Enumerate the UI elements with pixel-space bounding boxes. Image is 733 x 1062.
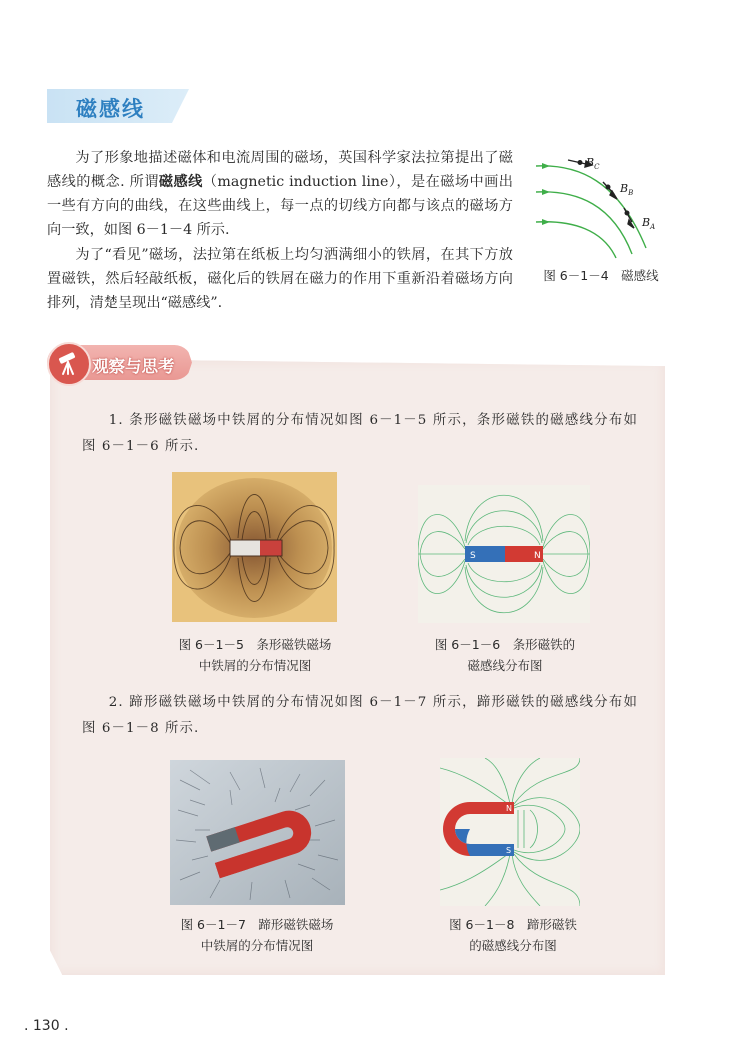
figure-616-caption: 图 6－1－6 条形磁铁的 磁感线分布图 [434,637,576,673]
para1-text-a: 为了形象地描述磁体和电流周围的磁场，英国科学家法拉第提出了磁感线的概念. 所谓 [47,150,513,190]
horseshoe-s-label: S [506,846,512,855]
telescope-icon [53,348,83,378]
section-heading: 磁感线 [76,97,145,121]
horseshoe-magnet-filings-photo [170,760,345,905]
field-line-3 [536,222,616,258]
point-c [578,161,582,165]
label-bb: $B_B$ [620,182,634,197]
field-lines-figure [528,150,668,265]
intro-paragraph-2 [47,243,513,315]
point-a [625,211,629,215]
horseshoe-magnet-field-lines [440,758,580,906]
page-number: . 130 . [24,1018,69,1034]
figure-614-caption: 图 6－1－4 磁感线 [543,268,659,283]
observe-title: 观察与思考 [92,357,175,376]
field-line-1 [536,166,646,248]
label-bc: $B_C$ [586,156,600,171]
field-line-2 [536,192,632,254]
point-b [606,185,610,189]
bar-n-label: N [534,551,541,561]
arrow-1 [542,163,550,169]
label-ba: $B_A$ [642,216,656,231]
intro-paragraph-1 [47,146,513,242]
figure-615-caption: 图 6－1－5 条形磁铁磁场 中铁屑的分布情况图 [178,637,332,673]
observe-item-2: 2. 蹄形磁铁磁场中铁屑的分布情况如图 6－1－7 所示，蹄形磁铁的磁感线分布如图 6－1－8 所示. [82,695,638,736]
para1-text-b: （magnetic induction line），是在磁场中画出一些有方向的曲线，在这些曲线上，每一点的切线方向都与该点的磁场方向一致，如图 6－1－4 所示. [47,174,513,238]
figure-618-caption: 图 6－1－8 蹄形磁铁 的磁感线分布图 [449,917,577,953]
term-magnetic-induction-line: 磁感线 [158,174,203,190]
bar-magnet-filings-photo [172,472,337,622]
figure-617-caption: 图 6－1－7 蹄形磁铁磁场 中铁屑的分布情况图 [180,917,334,953]
arrow-3 [542,219,550,225]
tangent-c [568,160,586,164]
bar-magnet-field-lines [418,485,590,623]
bar-s-label: S [470,551,476,561]
observe-item-1: 1. 条形磁铁磁场中铁屑的分布情况如图 6－1－5 所示，条形磁铁的磁感线分布如图 6－1－6 所示. [82,413,638,454]
para2-text: 为了“看见”磁场，法拉第在纸板上均匀洒满细小的铁屑，在其下方放置磁铁，然后轻敲纸板，磁化后的铁屑在磁力的作用下重新沿着磁场方向排列，清楚呈现出“磁感线”. [47,247,513,311]
horseshoe-n-label: N [506,804,512,813]
arrow-2 [542,189,550,195]
